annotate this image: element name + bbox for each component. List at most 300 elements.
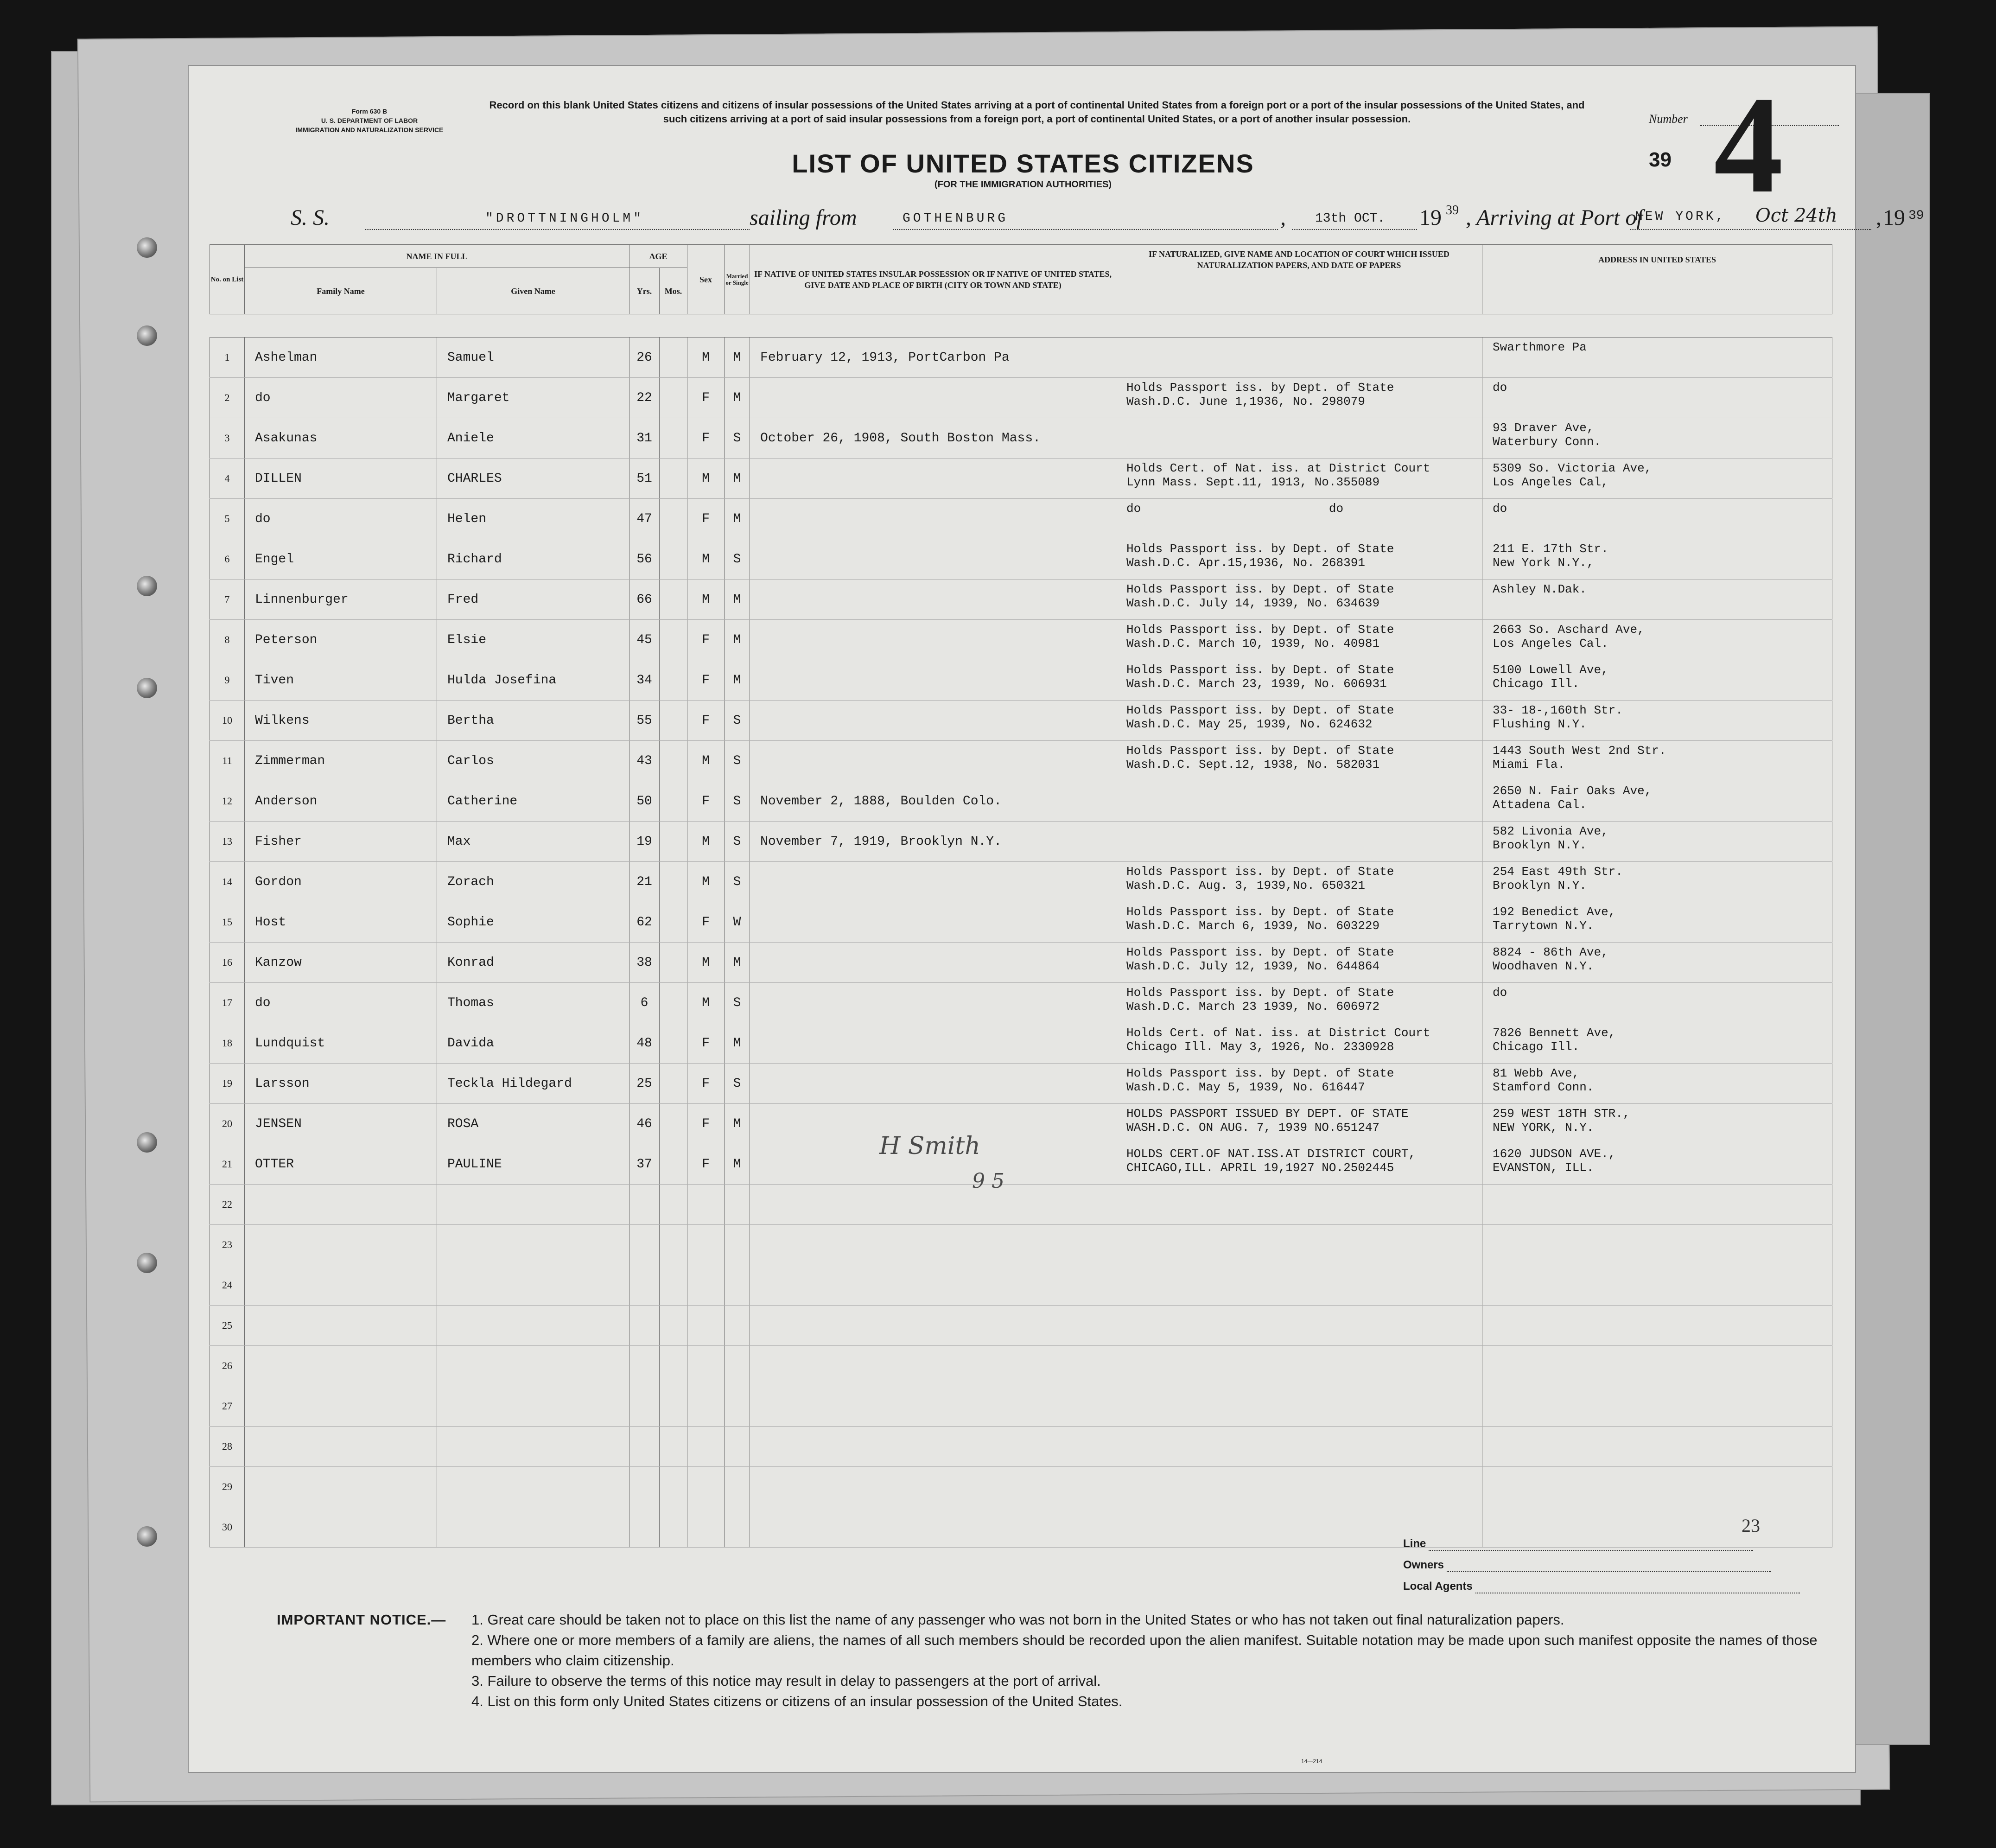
birth-cell <box>750 580 1116 620</box>
marital-status-cell: M <box>725 580 750 620</box>
address-cell: 81 Webb Ave, Stamford Conn. <box>1482 1064 1832 1104</box>
row-number: 14 <box>210 862 245 902</box>
ship-name: "DROTTNINGHOLM" <box>485 211 644 226</box>
age-months-cell <box>660 943 687 983</box>
age-months-cell <box>660 539 687 580</box>
sex-cell: F <box>687 781 725 822</box>
given-name-cell: Samuel <box>437 338 629 378</box>
sex-cell <box>687 1427 725 1467</box>
sex-cell: M <box>687 862 725 902</box>
row-number: 23 <box>210 1225 245 1265</box>
marital-status-cell <box>725 1346 750 1386</box>
table-row <box>210 983 1832 1023</box>
marital-status-cell: M <box>725 338 750 378</box>
row-number: 6 <box>210 539 245 580</box>
table-row <box>210 580 1832 620</box>
table-row <box>210 1386 1832 1427</box>
naturalization-cell <box>1116 1346 1482 1386</box>
departure-year-prefix: 19 <box>1419 205 1442 230</box>
naturalization-cell: Holds Passport iss. by Dept. of State Wash.D.C. July 14, 1939, No. 634639 <box>1116 580 1482 620</box>
address-cell: 8824 - 86th Ave, Woodhaven N.Y. <box>1482 943 1832 983</box>
naturalization-cell: Holds Passport iss. by Dept. of State Wash.D.C. March 10, 1939, No. 40981 <box>1116 620 1482 660</box>
address-cell: 211 E. 17th Str. New York N.Y., <box>1482 539 1832 580</box>
age-years-cell <box>629 1427 660 1467</box>
given-name-cell: CHARLES <box>437 459 629 499</box>
department-name: U. S. DEPARTMENT OF LABOR <box>321 117 418 124</box>
sex-cell: F <box>687 620 725 660</box>
table-row <box>210 459 1832 499</box>
given-name-cell: Davida <box>437 1023 629 1064</box>
family-name-cell: do <box>245 983 437 1023</box>
age-months-cell <box>660 1306 687 1346</box>
family-name-cell: Zimmerman <box>245 741 437 781</box>
manifest-sheet <box>188 65 1924 1773</box>
age-years-cell <box>629 1265 660 1306</box>
col-header-naturalized: IF NATURALIZED, GIVE NAME AND LOCATION OF COURT WHICH ISSUED NATURALIZATION PAPERS, AND DATE OF PAPERS <box>1116 245 1482 314</box>
birth-cell <box>750 701 1116 741</box>
arrival-date: Oct 24th <box>1755 205 1837 226</box>
family-name-cell: Lundquist <box>245 1023 437 1064</box>
owners-field-label: Owners <box>1403 1559 1444 1571</box>
sex-cell: F <box>687 1144 725 1185</box>
binder-hole <box>137 325 157 346</box>
age-months-cell <box>660 1144 687 1185</box>
agents-field-label: Local Agents <box>1403 1580 1473 1593</box>
family-name-cell: do <box>245 499 437 539</box>
given-name-cell: Teckla Hildegard <box>437 1064 629 1104</box>
given-name-cell <box>437 1386 629 1427</box>
age-years-cell: 51 <box>629 459 660 499</box>
address-cell: 1620 JUDSON AVE., EVANSTON, ILL. <box>1482 1144 1832 1185</box>
binder-hole <box>137 237 157 258</box>
age-years-cell: 37 <box>629 1144 660 1185</box>
naturalization-cell: Holds Passport iss. by Dept. of State Wash.D.C. July 12, 1939, No. 644864 <box>1116 943 1482 983</box>
age-months-cell <box>660 338 687 378</box>
row-number: 4 <box>210 459 245 499</box>
row-number: 1 <box>210 338 245 378</box>
sex-cell: F <box>687 902 725 943</box>
sex-cell: F <box>687 418 725 459</box>
age-months-cell <box>660 701 687 741</box>
service-name: IMMIGRATION AND NATURALIZATION SERVICE <box>295 126 444 134</box>
birth-cell <box>750 1507 1116 1548</box>
table-row <box>210 660 1832 701</box>
address-cell: 192 Benedict Ave, Tarrytown N.Y. <box>1482 902 1832 943</box>
sex-cell <box>687 1467 725 1507</box>
address-cell: 259 WEST 18TH STR., NEW YORK, N.Y. <box>1482 1104 1832 1144</box>
voyage-line: S. S. "DROTTNINGHOLM" sailing from GOTHENBURG , 13th OCT. 19 39 , Arriving at Port of NEW YORK, Oct 24th , 19 39 <box>291 203 1924 230</box>
table-row <box>210 1467 1832 1507</box>
sex-cell <box>687 1265 725 1306</box>
given-name-cell: Konrad <box>437 943 629 983</box>
address-cell <box>1482 1386 1832 1427</box>
family-name-cell: Fisher <box>245 822 437 862</box>
family-name-cell: Linnenburger <box>245 580 437 620</box>
table-row <box>210 701 1832 741</box>
age-years-cell: 34 <box>629 660 660 701</box>
notice-item: 3. Failure to observe the terms of this notice may result in delay to passengers at the port of arrival. <box>471 1673 1101 1689</box>
row-number: 21 <box>210 1144 245 1185</box>
address-cell <box>1482 1467 1832 1507</box>
age-years-cell: 50 <box>629 781 660 822</box>
naturalization-cell: Holds Passport iss. by Dept. of State Wash.D.C. Sept.12, 1938, No. 582031 <box>1116 741 1482 781</box>
table-row <box>210 620 1832 660</box>
marital-status-cell: S <box>725 862 750 902</box>
table-row <box>210 1064 1832 1104</box>
naturalization-cell <box>1116 338 1482 378</box>
family-name-cell: Larsson <box>245 1064 437 1104</box>
form-number: Form 630 B <box>351 108 388 115</box>
given-name-cell: Zorach <box>437 862 629 902</box>
marital-status-cell: M <box>725 943 750 983</box>
family-name-cell <box>245 1185 437 1225</box>
age-months-cell <box>660 1185 687 1225</box>
table-row <box>210 378 1832 418</box>
family-name-cell: Engel <box>245 539 437 580</box>
age-months-cell <box>660 1104 687 1144</box>
departure-day: 13th OCT. <box>1315 211 1386 226</box>
given-name-cell: Hulda Josefina <box>437 660 629 701</box>
ship-underline <box>365 229 750 230</box>
family-name-cell: Kanzow <box>245 943 437 983</box>
address-cell: Swarthmore Pa <box>1482 338 1832 378</box>
marital-status-cell: S <box>725 418 750 459</box>
given-name-cell <box>437 1346 629 1386</box>
age-years-cell <box>629 1386 660 1427</box>
col-header-sex: Sex <box>687 245 725 314</box>
row-number: 24 <box>210 1265 245 1306</box>
age-months-cell <box>660 902 687 943</box>
age-months-cell <box>660 1507 687 1548</box>
naturalization-cell: Holds Passport iss. by Dept. of State Wash.D.C. May 25, 1939, No. 624632 <box>1116 701 1482 741</box>
sex-cell <box>687 1306 725 1346</box>
sex-cell <box>687 1507 725 1548</box>
birth-cell: October 26, 1908, South Boston Mass. <box>750 418 1116 459</box>
given-name-cell: Catherine <box>437 781 629 822</box>
arrival-year-suffix: 39 <box>1908 209 1924 223</box>
address-cell: 254 East 49th Str. Brooklyn N.Y. <box>1482 862 1832 902</box>
age-years-cell: 48 <box>629 1023 660 1064</box>
sex-cell: F <box>687 1064 725 1104</box>
age-months-cell <box>660 459 687 499</box>
marital-status-cell <box>725 1265 750 1306</box>
list-number-handwritten: 4 <box>1714 68 1783 222</box>
family-name-cell: Asakunas <box>245 418 437 459</box>
col-header-birth: IF NATIVE OF UNITED STATES INSULAR POSSESSION OR IF NATIVE OF UNITED STATES, GIVE DATE AND PLACE OF BIRTH (CITY OR TOWN AND STATE) <box>750 245 1116 314</box>
given-name-cell: Max <box>437 822 629 862</box>
passenger-rows <box>210 338 1832 1548</box>
row-number: 28 <box>210 1427 245 1467</box>
age-years-cell: 38 <box>629 943 660 983</box>
sex-cell: F <box>687 1104 725 1144</box>
row-number: 27 <box>210 1386 245 1427</box>
age-months-cell <box>660 781 687 822</box>
marital-status-cell: M <box>725 660 750 701</box>
birth-cell <box>750 1427 1116 1467</box>
col-header-name-in-full: NAME IN FULL <box>245 245 629 268</box>
sex-cell: F <box>687 1023 725 1064</box>
binder-hole <box>137 576 157 596</box>
family-name-cell: Ashelman <box>245 338 437 378</box>
marital-status-cell <box>725 1386 750 1427</box>
naturalization-cell: Holds Passport iss. by Dept. of State Wash.D.C. Apr.15,1936, No. 268391 <box>1116 539 1482 580</box>
given-name-cell <box>437 1306 629 1346</box>
naturalization-cell <box>1116 781 1482 822</box>
sex-cell: F <box>687 499 725 539</box>
table-row <box>210 741 1832 781</box>
age-years-cell: 46 <box>629 1104 660 1144</box>
sex-cell: M <box>687 338 725 378</box>
age-years-cell: 25 <box>629 1064 660 1104</box>
arrival-year-prefix: 19 <box>1883 205 1905 230</box>
given-name-cell <box>437 1467 629 1507</box>
birth-cell <box>750 1225 1116 1265</box>
given-name-cell: Richard <box>437 539 629 580</box>
row-number: 20 <box>210 1104 245 1144</box>
row-number: 9 <box>210 660 245 701</box>
marital-status-cell <box>725 1467 750 1507</box>
table-row <box>210 943 1832 983</box>
agents-field-rule <box>1475 1572 1800 1593</box>
col-header-yrs: Yrs. <box>629 268 660 314</box>
notice-items <box>471 1610 1839 1712</box>
address-cell <box>1482 1225 1832 1265</box>
departure-port: GOTHENBURG <box>903 211 1009 226</box>
age-months-cell <box>660 378 687 418</box>
marital-status-cell: M <box>725 459 750 499</box>
naturalization-cell <box>1116 1225 1482 1265</box>
naturalization-cell <box>1116 822 1482 862</box>
table-row <box>210 862 1832 902</box>
line-field-rule <box>1429 1529 1753 1551</box>
birth-cell <box>750 1346 1116 1386</box>
date-underline <box>1292 229 1417 230</box>
address-cell: do <box>1482 983 1832 1023</box>
address-cell: 33- 18-,160th Str. Flushing N.Y. <box>1482 701 1832 741</box>
family-name-cell: Host <box>245 902 437 943</box>
age-months-cell <box>660 1467 687 1507</box>
address-cell: Ashley N.Dak. <box>1482 580 1832 620</box>
marital-status-cell: S <box>725 539 750 580</box>
sex-cell: M <box>687 741 725 781</box>
address-cell: 582 Livonia Ave, Brooklyn N.Y. <box>1482 822 1832 862</box>
owners-field-rule <box>1447 1551 1771 1572</box>
table-row <box>210 338 1832 378</box>
birth-cell <box>750 902 1116 943</box>
family-name-cell <box>245 1386 437 1427</box>
naturalization-cell: Holds Passport iss. by Dept. of State Wash.D.C. Aug. 3, 1939,No. 650321 <box>1116 862 1482 902</box>
table-row <box>210 539 1832 580</box>
naturalization-cell: Holds Passport iss. by Dept. of State Wash.D.C. March 23, 1939, No. 606931 <box>1116 660 1482 701</box>
notice-item: 1. Great care should be taken not to place on this list the name of any passenger who was not born in the United States or who has not taken out final naturalization papers. <box>471 1612 1564 1628</box>
naturalization-cell: Holds Cert. of Nat. iss. at District Court Chicago Ill. May 3, 1926, No. 2330928 <box>1116 1023 1482 1064</box>
naturalization-cell: Holds Passport iss. by Dept. of State Wash.D.C. June 1,1936, No. 298079 <box>1116 378 1482 418</box>
age-years-cell <box>629 1507 660 1548</box>
family-name-cell: do <box>245 378 437 418</box>
given-name-cell: Thomas <box>437 983 629 1023</box>
age-months-cell <box>660 1265 687 1306</box>
family-name-cell: Wilkens <box>245 701 437 741</box>
age-months-cell <box>660 620 687 660</box>
age-months-cell <box>660 822 687 862</box>
family-name-cell <box>245 1265 437 1306</box>
row-number: 11 <box>210 741 245 781</box>
naturalization-cell <box>1116 418 1482 459</box>
address-cell <box>1482 1427 1832 1467</box>
form-subtitle: (FOR THE IMMIGRATION AUTHORITIES) <box>934 179 1112 190</box>
age-years-cell: 56 <box>629 539 660 580</box>
marital-status-cell: W <box>725 902 750 943</box>
col-header-age: AGE <box>629 245 687 268</box>
row-number: 12 <box>210 781 245 822</box>
naturalization-cell: Holds Cert. of Nat. iss. at District Court Lynn Mass. Sept.11, 1913, No.355089 <box>1116 459 1482 499</box>
age-years-cell: 26 <box>629 338 660 378</box>
row-number: 8 <box>210 620 245 660</box>
table-row <box>210 781 1832 822</box>
age-months-cell <box>660 1225 687 1265</box>
marital-status-cell: M <box>725 378 750 418</box>
family-name-cell <box>245 1427 437 1467</box>
birth-cell <box>750 943 1116 983</box>
given-name-cell: Carlos <box>437 741 629 781</box>
age-years-cell: 47 <box>629 499 660 539</box>
row-number: 13 <box>210 822 245 862</box>
sex-cell: M <box>687 822 725 862</box>
sex-cell <box>687 1346 725 1386</box>
family-name-cell: JENSEN <box>245 1104 437 1144</box>
address-cell: 5100 Lowell Ave, Chicago Ill. <box>1482 660 1832 701</box>
address-cell <box>1482 1346 1832 1386</box>
family-name-cell: Tiven <box>245 660 437 701</box>
table-row <box>210 902 1832 943</box>
given-name-cell: Fred <box>437 580 629 620</box>
address-cell: 93 Draver Ave, Waterbury Conn. <box>1482 418 1832 459</box>
table-row <box>210 499 1832 539</box>
official-initials: 9 5 <box>972 1169 1004 1193</box>
birth-cell <box>750 1306 1116 1346</box>
family-name-cell <box>245 1346 437 1386</box>
naturalization-cell <box>1116 1467 1482 1507</box>
table-row <box>210 1023 1832 1064</box>
ss-label: S. S. <box>291 205 330 230</box>
birth-cell <box>750 539 1116 580</box>
address-cell: 5309 So. Victoria Ave, Los Angeles Cal, <box>1482 459 1832 499</box>
given-name-cell <box>437 1507 629 1548</box>
binder-hole <box>137 1526 157 1547</box>
given-name-cell <box>437 1185 629 1225</box>
birth-cell <box>750 741 1116 781</box>
col-header-address: ADDRESS IN UNITED STATES <box>1482 245 1832 314</box>
row-number: 2 <box>210 378 245 418</box>
address-cell: do <box>1482 378 1832 418</box>
age-months-cell <box>660 741 687 781</box>
sex-cell <box>687 1225 725 1265</box>
family-name-cell <box>245 1467 437 1507</box>
naturalization-cell: Holds Passport iss. by Dept. of State Wash.D.C. May 5, 1939, No. 616447 <box>1116 1064 1482 1104</box>
marital-status-cell: M <box>725 1023 750 1064</box>
marital-status-cell: S <box>725 1064 750 1104</box>
sex-cell: M <box>687 983 725 1023</box>
family-name-cell <box>245 1507 437 1548</box>
address-cell: 2650 N. Fair Oaks Ave, Attadena Cal. <box>1482 781 1832 822</box>
family-name-cell: DILLEN <box>245 459 437 499</box>
age-years-cell: 21 <box>629 862 660 902</box>
row-number: 15 <box>210 902 245 943</box>
marital-status-cell: S <box>725 781 750 822</box>
official-signature: H Smith <box>879 1132 980 1160</box>
address-cell: 2663 So. Aschard Ave, Los Angeles Cal. <box>1482 620 1832 660</box>
arrival-underline <box>1630 229 1871 230</box>
sex-cell <box>687 1185 725 1225</box>
birth-cell <box>750 1064 1116 1104</box>
binder-hole <box>137 1132 157 1153</box>
address-cell <box>1482 1306 1832 1346</box>
footer-fields <box>1403 1533 1800 1597</box>
row-number: 17 <box>210 983 245 1023</box>
page-number: 23 <box>1742 1515 1760 1536</box>
age-years-cell <box>629 1467 660 1507</box>
sex-cell: M <box>687 943 725 983</box>
row-number: 26 <box>210 1346 245 1386</box>
col-header-family-name: Family Name <box>245 268 437 314</box>
birth-cell <box>750 620 1116 660</box>
row-number: 16 <box>210 943 245 983</box>
form-instructions: Record on this blank United States citizens and citizens of insular possessions of the United States arriving at a port of continental United States from a foreign port or a port of the insular possessions of the United States, and such citizens arriving at a port of said insular possessions from a foreign port, a port of continental United States, or a port of another insular possession. <box>489 99 1585 125</box>
birth-cell <box>750 1467 1116 1507</box>
marital-status-cell: M <box>725 1144 750 1185</box>
given-name-cell: Elsie <box>437 620 629 660</box>
given-name-cell: ROSA <box>437 1104 629 1144</box>
col-header-no: No. on List <box>210 245 245 314</box>
naturalization-cell <box>1116 1427 1482 1467</box>
naturalization-cell: Holds Passport iss. by Dept. of State Wash.D.C. March 6, 1939, No. 603229 <box>1116 902 1482 943</box>
marital-status-cell: S <box>725 983 750 1023</box>
table-row <box>210 1346 1832 1386</box>
age-years-cell: 19 <box>629 822 660 862</box>
row-number: 25 <box>210 1306 245 1346</box>
birth-cell: February 12, 1913, PortCarbon Pa <box>750 338 1116 378</box>
birth-cell <box>750 499 1116 539</box>
row-number: 29 <box>210 1467 245 1507</box>
marital-status-cell: S <box>725 822 750 862</box>
age-months-cell <box>660 660 687 701</box>
table-row <box>210 1144 1832 1185</box>
age-months-cell <box>660 1023 687 1064</box>
birth-cell <box>750 1185 1116 1225</box>
row-number: 18 <box>210 1023 245 1064</box>
age-months-cell <box>660 983 687 1023</box>
naturalization-cell <box>1116 1265 1482 1306</box>
age-months-cell <box>660 499 687 539</box>
departure-year-suffix: 39 <box>1446 203 1459 217</box>
birth-cell <box>750 1386 1116 1427</box>
marital-status-cell: M <box>725 1104 750 1144</box>
birth-cell <box>750 459 1116 499</box>
row-number: 10 <box>210 701 245 741</box>
given-name-cell: Sophie <box>437 902 629 943</box>
number-label: Number <box>1649 112 1688 126</box>
address-cell: 1443 South West 2nd Str. Miami Fla. <box>1482 741 1832 781</box>
address-cell <box>1482 1185 1832 1225</box>
marital-status-cell: M <box>725 499 750 539</box>
age-months-cell <box>660 580 687 620</box>
given-name-cell: Helen <box>437 499 629 539</box>
table-row <box>210 1306 1832 1346</box>
birth-cell <box>750 1265 1116 1306</box>
line-field-label: Line <box>1403 1537 1426 1550</box>
naturalization-cell <box>1116 1386 1482 1427</box>
marital-status-cell <box>725 1306 750 1346</box>
